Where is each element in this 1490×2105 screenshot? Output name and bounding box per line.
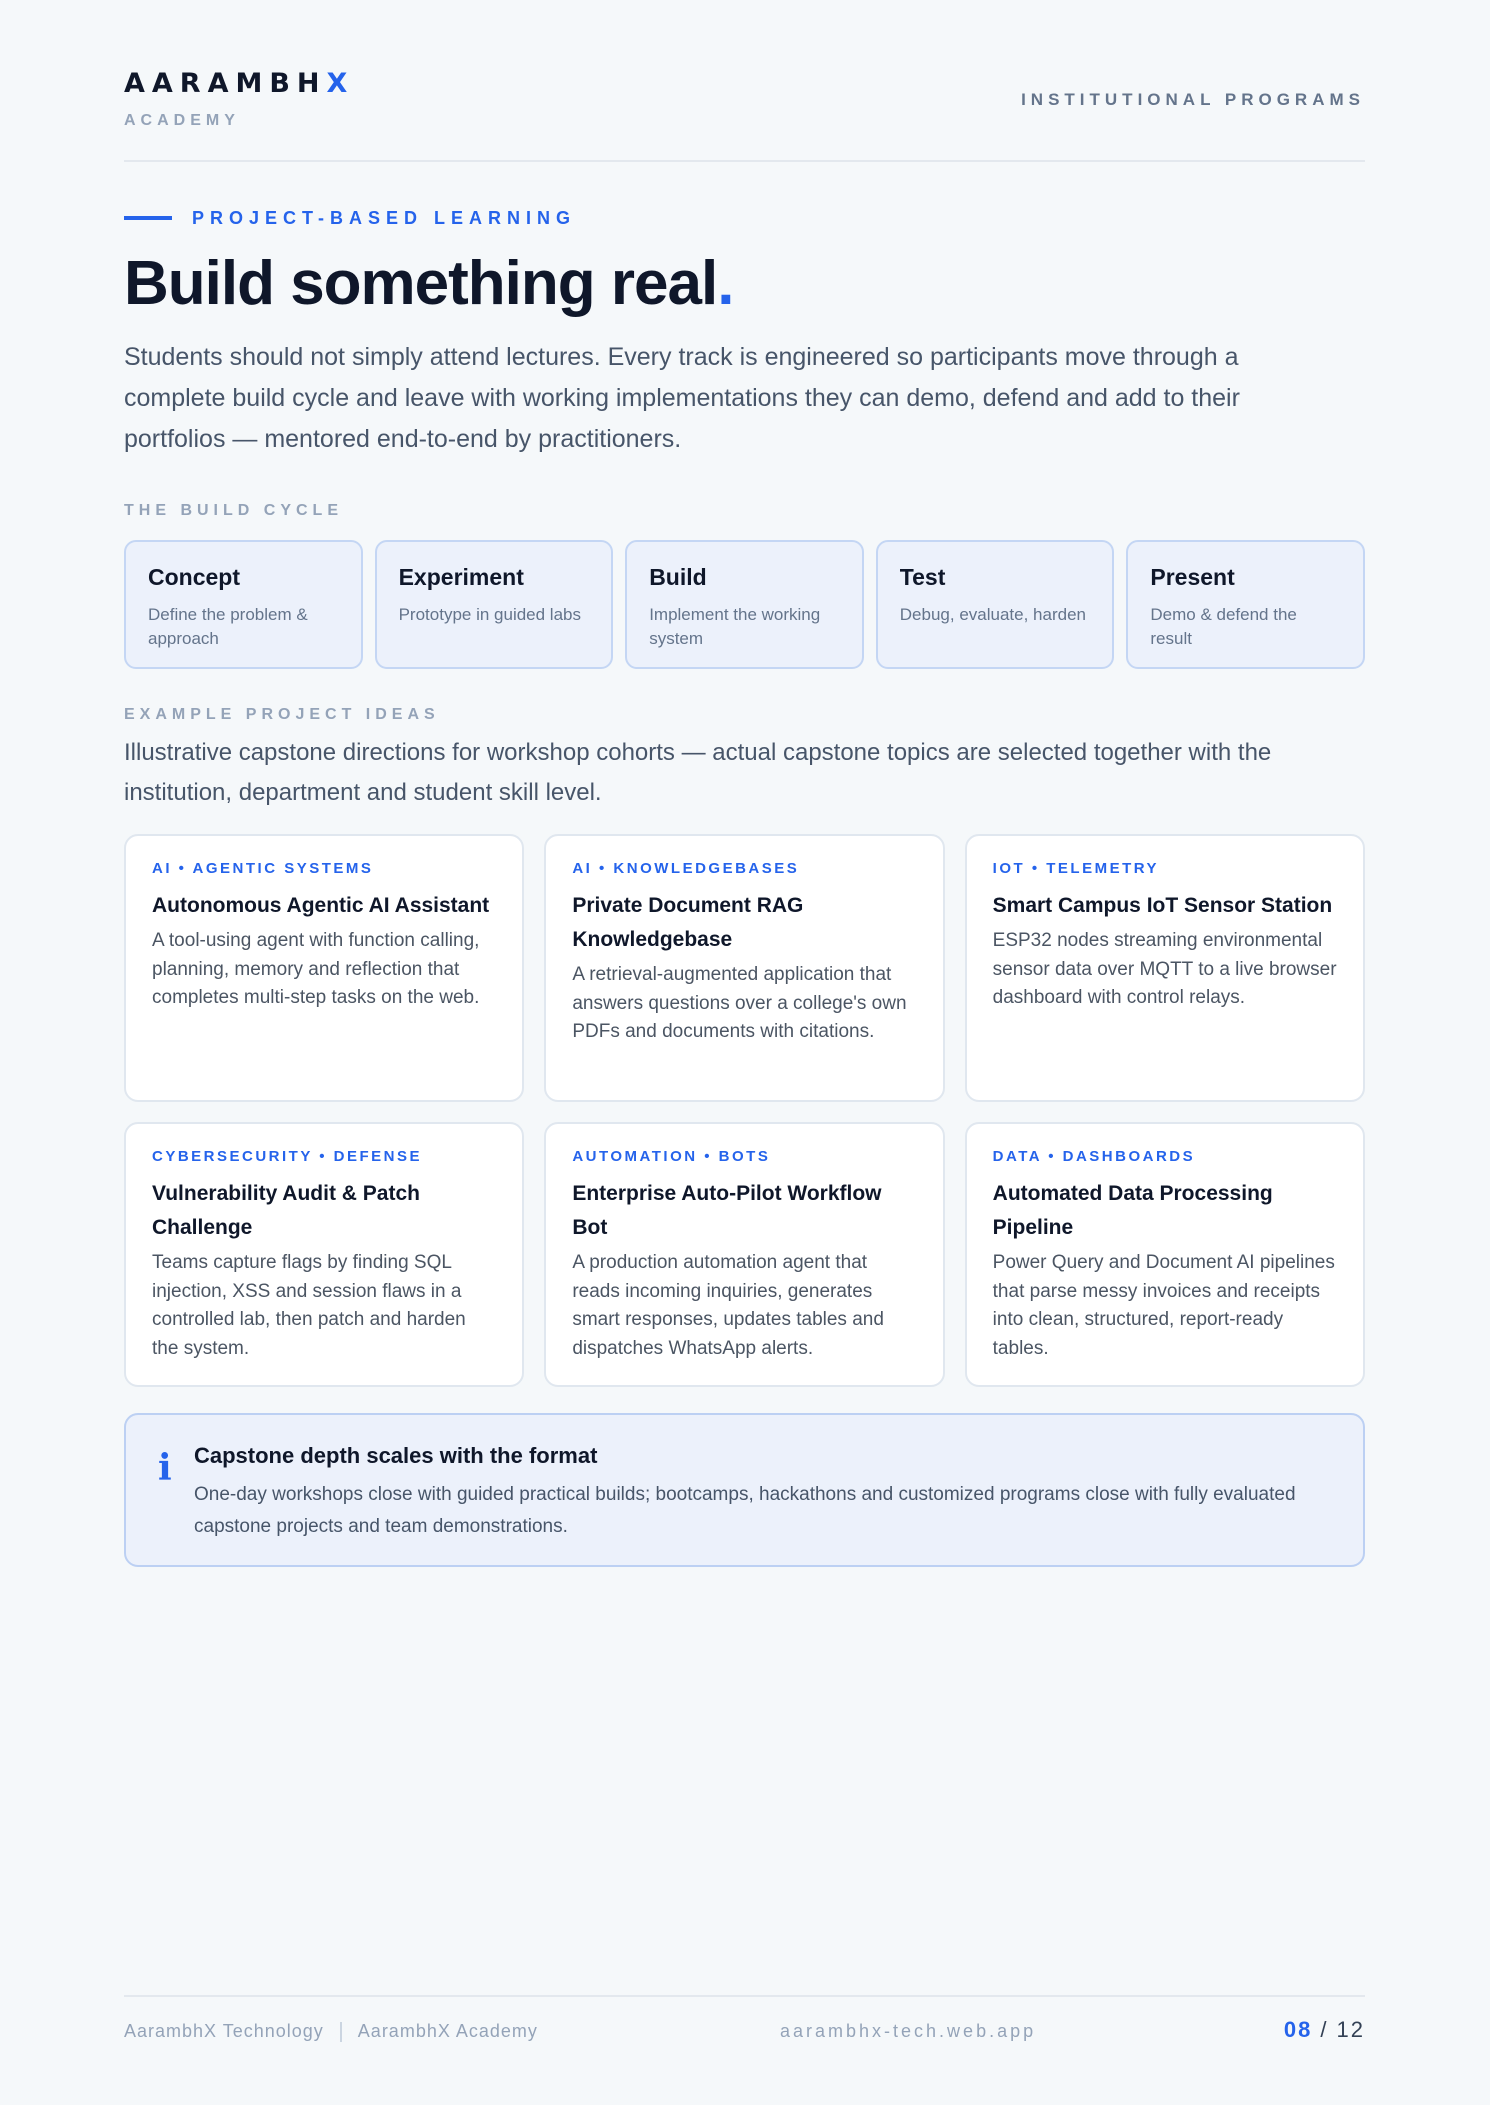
cycle-step-build [625, 540, 864, 669]
project-tag: CYBERSECURITY • DEFENSE [152, 1148, 423, 1165]
project-ideas-subtitle: Illustrative capstone directions for workshop cohorts — actual capstone topics are selected together with the institution, department and student skill level. [124, 739, 1272, 806]
brand-name: AARAMBH [124, 68, 327, 99]
project-grid [124, 834, 1365, 1387]
eyebrow [124, 205, 576, 231]
build-cycle [124, 540, 1365, 669]
step-title: Test [899, 564, 946, 590]
project-title: Automated Data Processing Pipeline [992, 1182, 1273, 1239]
step-title: Experiment [398, 564, 524, 590]
footer-company: AarambhX Technology [124, 2021, 324, 2041]
cycle-step-experiment [375, 540, 614, 669]
project-description: A production automation agent that reads incoming inquiries, generates smart responses, updates tables and dispatches WhatsApp alerts. [572, 1252, 884, 1359]
project-ideas-label: EXAMPLE PROJECT IDEAS [124, 706, 440, 723]
footer-divider [340, 2022, 342, 2042]
project-card [544, 1122, 944, 1387]
project-tag: DATA • DASHBOARDS [992, 1148, 1196, 1165]
page-separator: / [1320, 2017, 1329, 2042]
step-title: Present [1150, 564, 1235, 590]
page-number [1284, 2017, 1365, 2043]
step-description: Implement the working system [649, 605, 821, 648]
page-current: 08 [1283, 2017, 1313, 2042]
project-description: A retrieval-augmented application that answers questions over a college's own PDFs and documents with citations. [572, 964, 907, 1042]
footer-website-link[interactable]: aarambhx-tech.web.app [780, 2021, 1037, 2041]
step-title: Build [649, 564, 707, 590]
project-card [544, 834, 944, 1102]
header-section-label: INSTITUTIONAL PROGRAMS [1021, 90, 1365, 109]
project-title: Smart Campus IoT Sensor Station [992, 894, 1333, 917]
page-total: 12 [1336, 2017, 1365, 2042]
project-title: Private Document RAG Knowledgebase [572, 894, 804, 951]
cycle-step-test [876, 540, 1115, 669]
step-description: Demo & defend the result [1150, 605, 1297, 648]
project-tag: IOT • TELEMETRY [992, 860, 1160, 877]
project-tag: AI • KNOWLEDGEBASES [572, 860, 800, 877]
step-title: Concept [148, 564, 240, 590]
footer [124, 1995, 1365, 2055]
header [124, 68, 1365, 162]
page-title-dot: . [717, 249, 734, 318]
page-title [124, 248, 733, 319]
project-card [965, 1122, 1365, 1387]
project-title: Vulnerability Audit & Patch Challenge [152, 1182, 420, 1239]
project-title: Autonomous Agentic AI Assistant [152, 894, 490, 917]
footer-credits [124, 2021, 538, 2042]
footer-academy: AarambhX Academy [357, 2021, 538, 2041]
project-tag: AUTOMATION • BOTS [572, 1148, 771, 1165]
project-card [124, 834, 524, 1102]
brand-accent: X [326, 68, 355, 99]
brand-subtitle: ACADEMY [124, 112, 240, 129]
step-description: Define the problem & approach [148, 605, 308, 648]
intro-paragraph: Students should not simply attend lectures. Every track is engineered so participants move through a complete build cycle and leave with working implementations they can demo, defend and add to their portfolios — mentored end-to-end by practitioners. [124, 343, 1240, 453]
cycle-step-present [1126, 540, 1365, 669]
project-tag: AI • AGENTIC SYSTEMS [152, 860, 374, 877]
page [124, 0, 1365, 2105]
project-description: Power Query and Document AI pipelines that parse messy invoices and receipts into clean, structured, report-ready tables. [992, 1252, 1335, 1359]
info-title: Capstone depth scales with the format [194, 1443, 598, 1468]
step-description: Prototype in guided labs [398, 605, 581, 624]
page-title-text: Build something real [124, 249, 718, 318]
step-description: Debug, evaluate, harden [899, 605, 1086, 624]
project-title: Enterprise Auto-Pilot Workflow Bot [572, 1182, 882, 1239]
project-description: ESP32 nodes streaming environmental sensor data over MQTT to a live browser dashboard with control relays. [992, 930, 1337, 1008]
cycle-step-concept [124, 540, 363, 669]
brand-logo[interactable] [124, 68, 354, 99]
project-card [965, 834, 1365, 1102]
info-callout [124, 1413, 1365, 1567]
info-text: One-day workshops close with guided practical builds; bootcamps, hackathons and customized programs close with fully evaluated capstone projects and team demonstrations. [194, 1484, 1296, 1537]
eyebrow-bar [124, 216, 172, 220]
project-description: A tool-using agent with function calling, planning, memory and reflection that completes multi-step tasks on the web. [152, 930, 480, 1008]
eyebrow-text: PROJECT-BASED LEARNING [192, 207, 577, 228]
build-cycle-label: THE BUILD CYCLE [124, 502, 343, 519]
info-icon: i [158, 1447, 172, 1489]
project-description: Teams capture flags by finding SQL injection, XSS and session flaws in a controlled lab, then patch and harden the system. [152, 1252, 466, 1359]
project-card [124, 1122, 524, 1387]
